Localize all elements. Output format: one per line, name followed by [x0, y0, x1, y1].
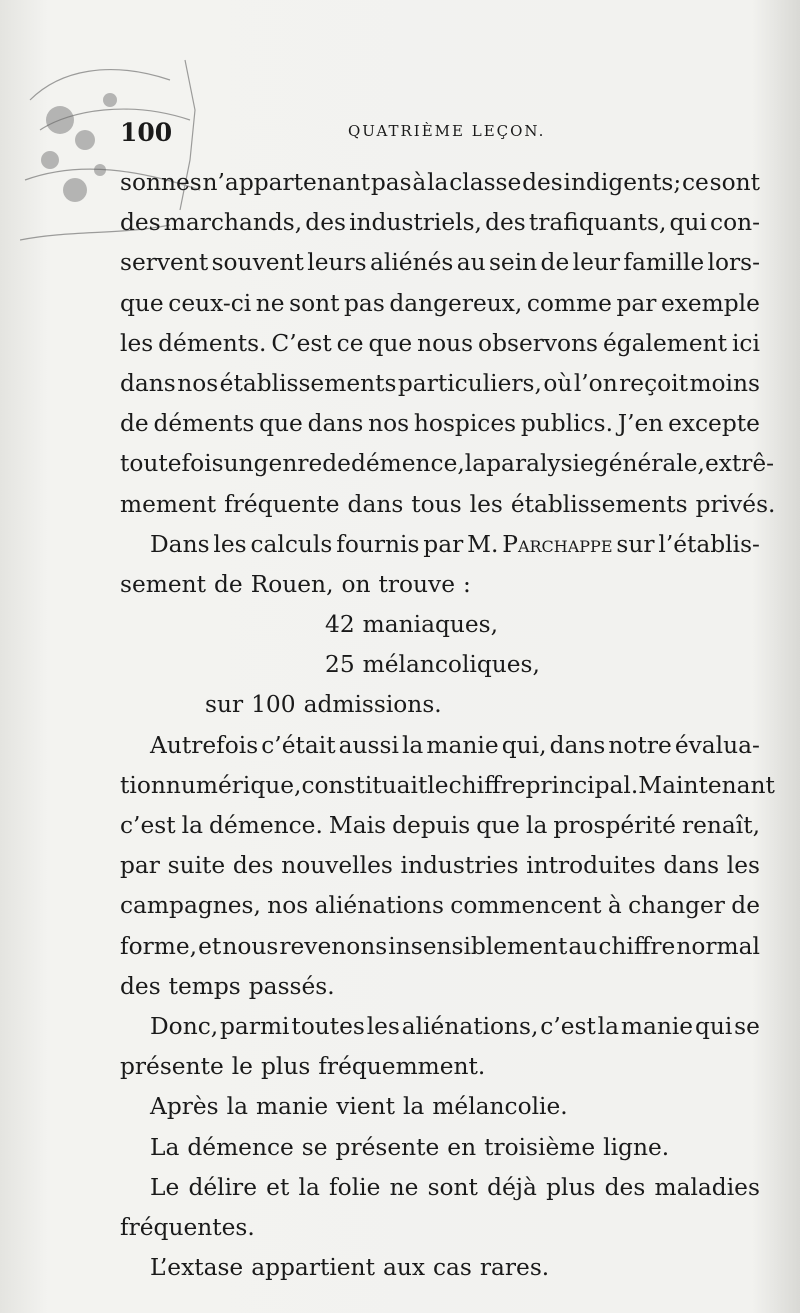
word: M.: [467, 530, 499, 558]
word: qui: [694, 1012, 733, 1040]
word: industries: [400, 852, 519, 880]
word: extrê-: [704, 450, 775, 478]
word: les: [213, 530, 247, 558]
word: fréquemment.: [318, 1053, 486, 1081]
word: temps: [168, 972, 241, 1000]
word: introduites: [526, 852, 656, 880]
word: c’est: [120, 812, 176, 839]
text-line: [120, 685, 760, 725]
word: nouvelles: [281, 852, 393, 880]
word: de: [731, 892, 760, 920]
word: des: [485, 209, 526, 237]
text-line: [120, 404, 760, 444]
word: parmi: [220, 1012, 290, 1040]
word: numérique,: [165, 771, 302, 799]
word: la: [226, 1093, 248, 1121]
word: cas: [432, 1254, 472, 1282]
word: nous: [417, 329, 474, 357]
word: ce: [336, 329, 364, 357]
word: que: [259, 410, 303, 438]
word: se: [734, 1012, 760, 1040]
word: plus: [546, 1173, 596, 1201]
word: mement: [120, 490, 217, 518]
word: n’appartenant: [202, 169, 371, 196]
word: de: [322, 450, 351, 478]
word: les: [726, 852, 760, 880]
word: aux: [382, 1254, 425, 1282]
word: se: [301, 1133, 328, 1161]
word: ici: [731, 329, 760, 357]
word: qui,: [501, 731, 547, 759]
word: leur: [572, 249, 621, 277]
word: indigents;: [563, 169, 682, 196]
running-title: QUATRIÈME LEÇON.: [348, 122, 546, 140]
word: principal.: [525, 771, 639, 799]
word: industriels,: [349, 209, 482, 237]
word: et: [198, 932, 222, 960]
word: de: [120, 410, 149, 438]
word: classe: [449, 169, 522, 196]
word: L’extase: [150, 1254, 244, 1282]
word: toutefois: [120, 450, 224, 478]
word: fréquente: [224, 490, 340, 518]
word: les: [366, 1012, 400, 1040]
word: dans: [663, 852, 720, 880]
word: normal: [676, 932, 760, 960]
page-header: [120, 118, 760, 148]
word: famille: [623, 249, 705, 277]
word: nos: [177, 369, 219, 397]
word: de: [540, 249, 570, 277]
word: aussi: [338, 731, 399, 759]
word: au: [568, 932, 598, 960]
word: constituait: [301, 771, 428, 799]
word: sont: [289, 289, 340, 317]
word: revenons: [279, 932, 388, 960]
word: que: [368, 329, 413, 357]
word: on: [341, 570, 371, 598]
word: la: [427, 169, 449, 196]
word: plus: [260, 1053, 311, 1081]
word: chiffre: [598, 932, 676, 960]
word: manie: [255, 1093, 329, 1121]
word: démence: [187, 1133, 294, 1161]
text-line: [120, 1047, 760, 1087]
word: dans: [549, 731, 606, 759]
word: et: [266, 1173, 290, 1201]
word: sonnes: [120, 169, 202, 196]
word: passés.: [248, 972, 335, 1000]
text-line: [120, 243, 760, 283]
word: ligne.: [603, 1133, 670, 1161]
word: servent: [120, 249, 209, 277]
word: nos: [368, 410, 410, 438]
word: maniaques,: [362, 611, 499, 639]
word: déments: [153, 410, 255, 438]
word: la: [298, 1173, 320, 1201]
text-line: [120, 886, 760, 926]
word: Donc,: [150, 1012, 219, 1040]
word: délire: [188, 1173, 257, 1201]
text-line: [120, 806, 760, 846]
word: rares.: [479, 1254, 550, 1282]
word: à: [412, 169, 427, 196]
body-text: [120, 163, 776, 1288]
word: que: [476, 812, 520, 839]
word: paralysie: [486, 450, 594, 478]
text-line: [120, 565, 760, 605]
word: les: [469, 490, 503, 518]
word: hospices: [413, 410, 517, 438]
word: folie: [329, 1173, 381, 1201]
page-number: 100: [120, 118, 173, 147]
word: Maintenant: [638, 771, 775, 799]
word: la: [597, 1012, 620, 1040]
word: tous: [411, 490, 462, 518]
word: exemple: [660, 289, 760, 317]
word: nos: [267, 892, 309, 920]
word: fournis: [336, 530, 420, 558]
word: sur: [616, 530, 655, 558]
word: ne: [389, 1173, 419, 1201]
word: de: [214, 570, 243, 598]
word: mélancolie.: [432, 1093, 568, 1121]
word: chiffre: [448, 771, 526, 799]
text-line: [120, 163, 760, 203]
word: ne: [255, 289, 285, 317]
word: appartient: [251, 1254, 375, 1282]
word: ce: [682, 169, 709, 196]
word: 100: [251, 691, 296, 719]
word: la: [401, 731, 424, 759]
word: notre: [608, 731, 672, 759]
word: observons: [478, 329, 599, 357]
word: évalua-: [674, 731, 760, 759]
word: la: [181, 812, 203, 839]
word: insensiblement: [388, 932, 568, 960]
word: changer: [628, 892, 725, 920]
word: trouve: [378, 570, 455, 598]
word: des: [120, 209, 161, 237]
word: privés.: [695, 490, 776, 518]
word: par: [120, 852, 160, 880]
text-line: [120, 525, 760, 565]
word: genre: [253, 450, 323, 478]
text-line: [120, 927, 760, 967]
word: la: [464, 450, 487, 478]
text-line: [120, 1208, 760, 1248]
word: que: [120, 289, 164, 317]
text-line: [120, 324, 760, 364]
text-line: [120, 645, 760, 685]
word: commencent: [450, 892, 602, 920]
word: mélancoliques,: [362, 651, 540, 679]
word: reçoit: [619, 369, 688, 397]
word: pas: [370, 169, 412, 196]
word: prospérité: [553, 812, 676, 839]
word: Parchappe: [502, 530, 613, 558]
word: sement: [120, 570, 206, 598]
word: renaît,: [681, 812, 760, 839]
word: sont: [427, 1173, 478, 1201]
word: déjà: [487, 1173, 537, 1201]
word: Après: [150, 1093, 219, 1121]
word: des: [522, 169, 563, 196]
word: présente: [120, 1053, 224, 1081]
word: C’est: [271, 329, 332, 357]
word: sont: [709, 169, 760, 196]
word: Autrefois: [150, 731, 259, 759]
word: leurs: [307, 249, 367, 277]
word: particuliers,: [397, 369, 542, 397]
word: Mais: [328, 812, 387, 839]
word: pas: [344, 289, 385, 317]
word: nous: [222, 932, 279, 960]
word: J’en: [617, 410, 664, 438]
word: excepte: [668, 410, 760, 438]
word: ceux-ci: [168, 289, 252, 317]
word: générale,: [593, 450, 705, 478]
word: publics.: [520, 410, 613, 438]
word: établissements: [219, 369, 397, 397]
word: manie: [620, 1012, 694, 1040]
word: dangereux,: [389, 289, 523, 317]
word: :: [463, 570, 471, 598]
word: démence.: [209, 812, 323, 839]
word: sein: [488, 249, 538, 277]
word: troisième: [484, 1133, 596, 1161]
word: des: [305, 209, 346, 237]
word: le: [231, 1053, 253, 1081]
text-line: [120, 485, 776, 525]
word: des: [232, 852, 274, 880]
text-line: [120, 284, 760, 324]
word: calculs: [250, 530, 333, 558]
word: aliénés: [369, 249, 454, 277]
word: toutes: [291, 1012, 365, 1040]
word: au: [456, 249, 486, 277]
word: fréquentes.: [120, 1213, 255, 1241]
word: forme,: [120, 932, 198, 960]
word: en: [447, 1133, 477, 1161]
word: l’établis-: [658, 530, 760, 558]
word: dans: [307, 410, 364, 438]
text-line: [120, 1168, 760, 1208]
word: par: [616, 289, 657, 317]
word: suite: [167, 852, 226, 880]
word: des: [604, 1173, 646, 1201]
word: marchands,: [163, 209, 303, 237]
word: le: [427, 771, 449, 799]
word: déments.: [158, 329, 267, 357]
word: moins: [689, 369, 760, 397]
word: campagnes,: [120, 892, 261, 920]
word: depuis: [392, 812, 471, 839]
word: également: [602, 329, 728, 357]
word: un: [223, 450, 254, 478]
text-line: [120, 605, 760, 645]
word: établissements: [510, 490, 688, 518]
text-line: [120, 1007, 760, 1047]
word: l’on: [573, 369, 618, 397]
word: trafiquants,: [528, 209, 667, 237]
text-line: [120, 726, 760, 766]
word: aliénations: [314, 892, 444, 920]
word: la: [526, 812, 548, 839]
word: maladies: [654, 1173, 760, 1201]
word: tion: [120, 771, 166, 799]
text-line: [120, 967, 760, 1007]
text-line: [120, 766, 775, 806]
word: dans: [120, 369, 176, 397]
word: con-: [710, 209, 760, 237]
word: admissions.: [303, 691, 442, 719]
word: La: [150, 1133, 180, 1161]
word: Dans: [150, 530, 210, 558]
text-line: [120, 364, 760, 404]
word: vient: [336, 1093, 395, 1121]
word: souvent: [211, 249, 304, 277]
word: par: [423, 530, 464, 558]
word: manie: [426, 731, 499, 759]
word: aliénations,: [401, 1012, 539, 1040]
word: présente: [335, 1133, 440, 1161]
word: la: [402, 1093, 425, 1121]
word: à: [607, 892, 622, 920]
word: Le: [150, 1173, 180, 1201]
word: lors-: [707, 249, 760, 277]
text-line: [120, 1087, 760, 1127]
text-line: [120, 444, 775, 484]
word: démence,: [350, 450, 465, 478]
text-line: [120, 846, 760, 886]
word: des: [120, 972, 161, 1000]
text-line: [120, 1128, 760, 1168]
word: c’est: [540, 1012, 596, 1040]
text-line: [120, 203, 760, 243]
word: 25: [325, 651, 355, 679]
word: où: [543, 369, 573, 397]
word: sur: [205, 691, 244, 719]
word: 42: [325, 611, 355, 639]
word: Rouen,: [250, 570, 334, 598]
word: les: [120, 329, 154, 357]
word: qui: [669, 209, 707, 237]
word: comme: [526, 289, 612, 317]
word: dans: [347, 490, 404, 518]
text-line: [120, 1248, 760, 1288]
word: c’était: [261, 731, 336, 759]
